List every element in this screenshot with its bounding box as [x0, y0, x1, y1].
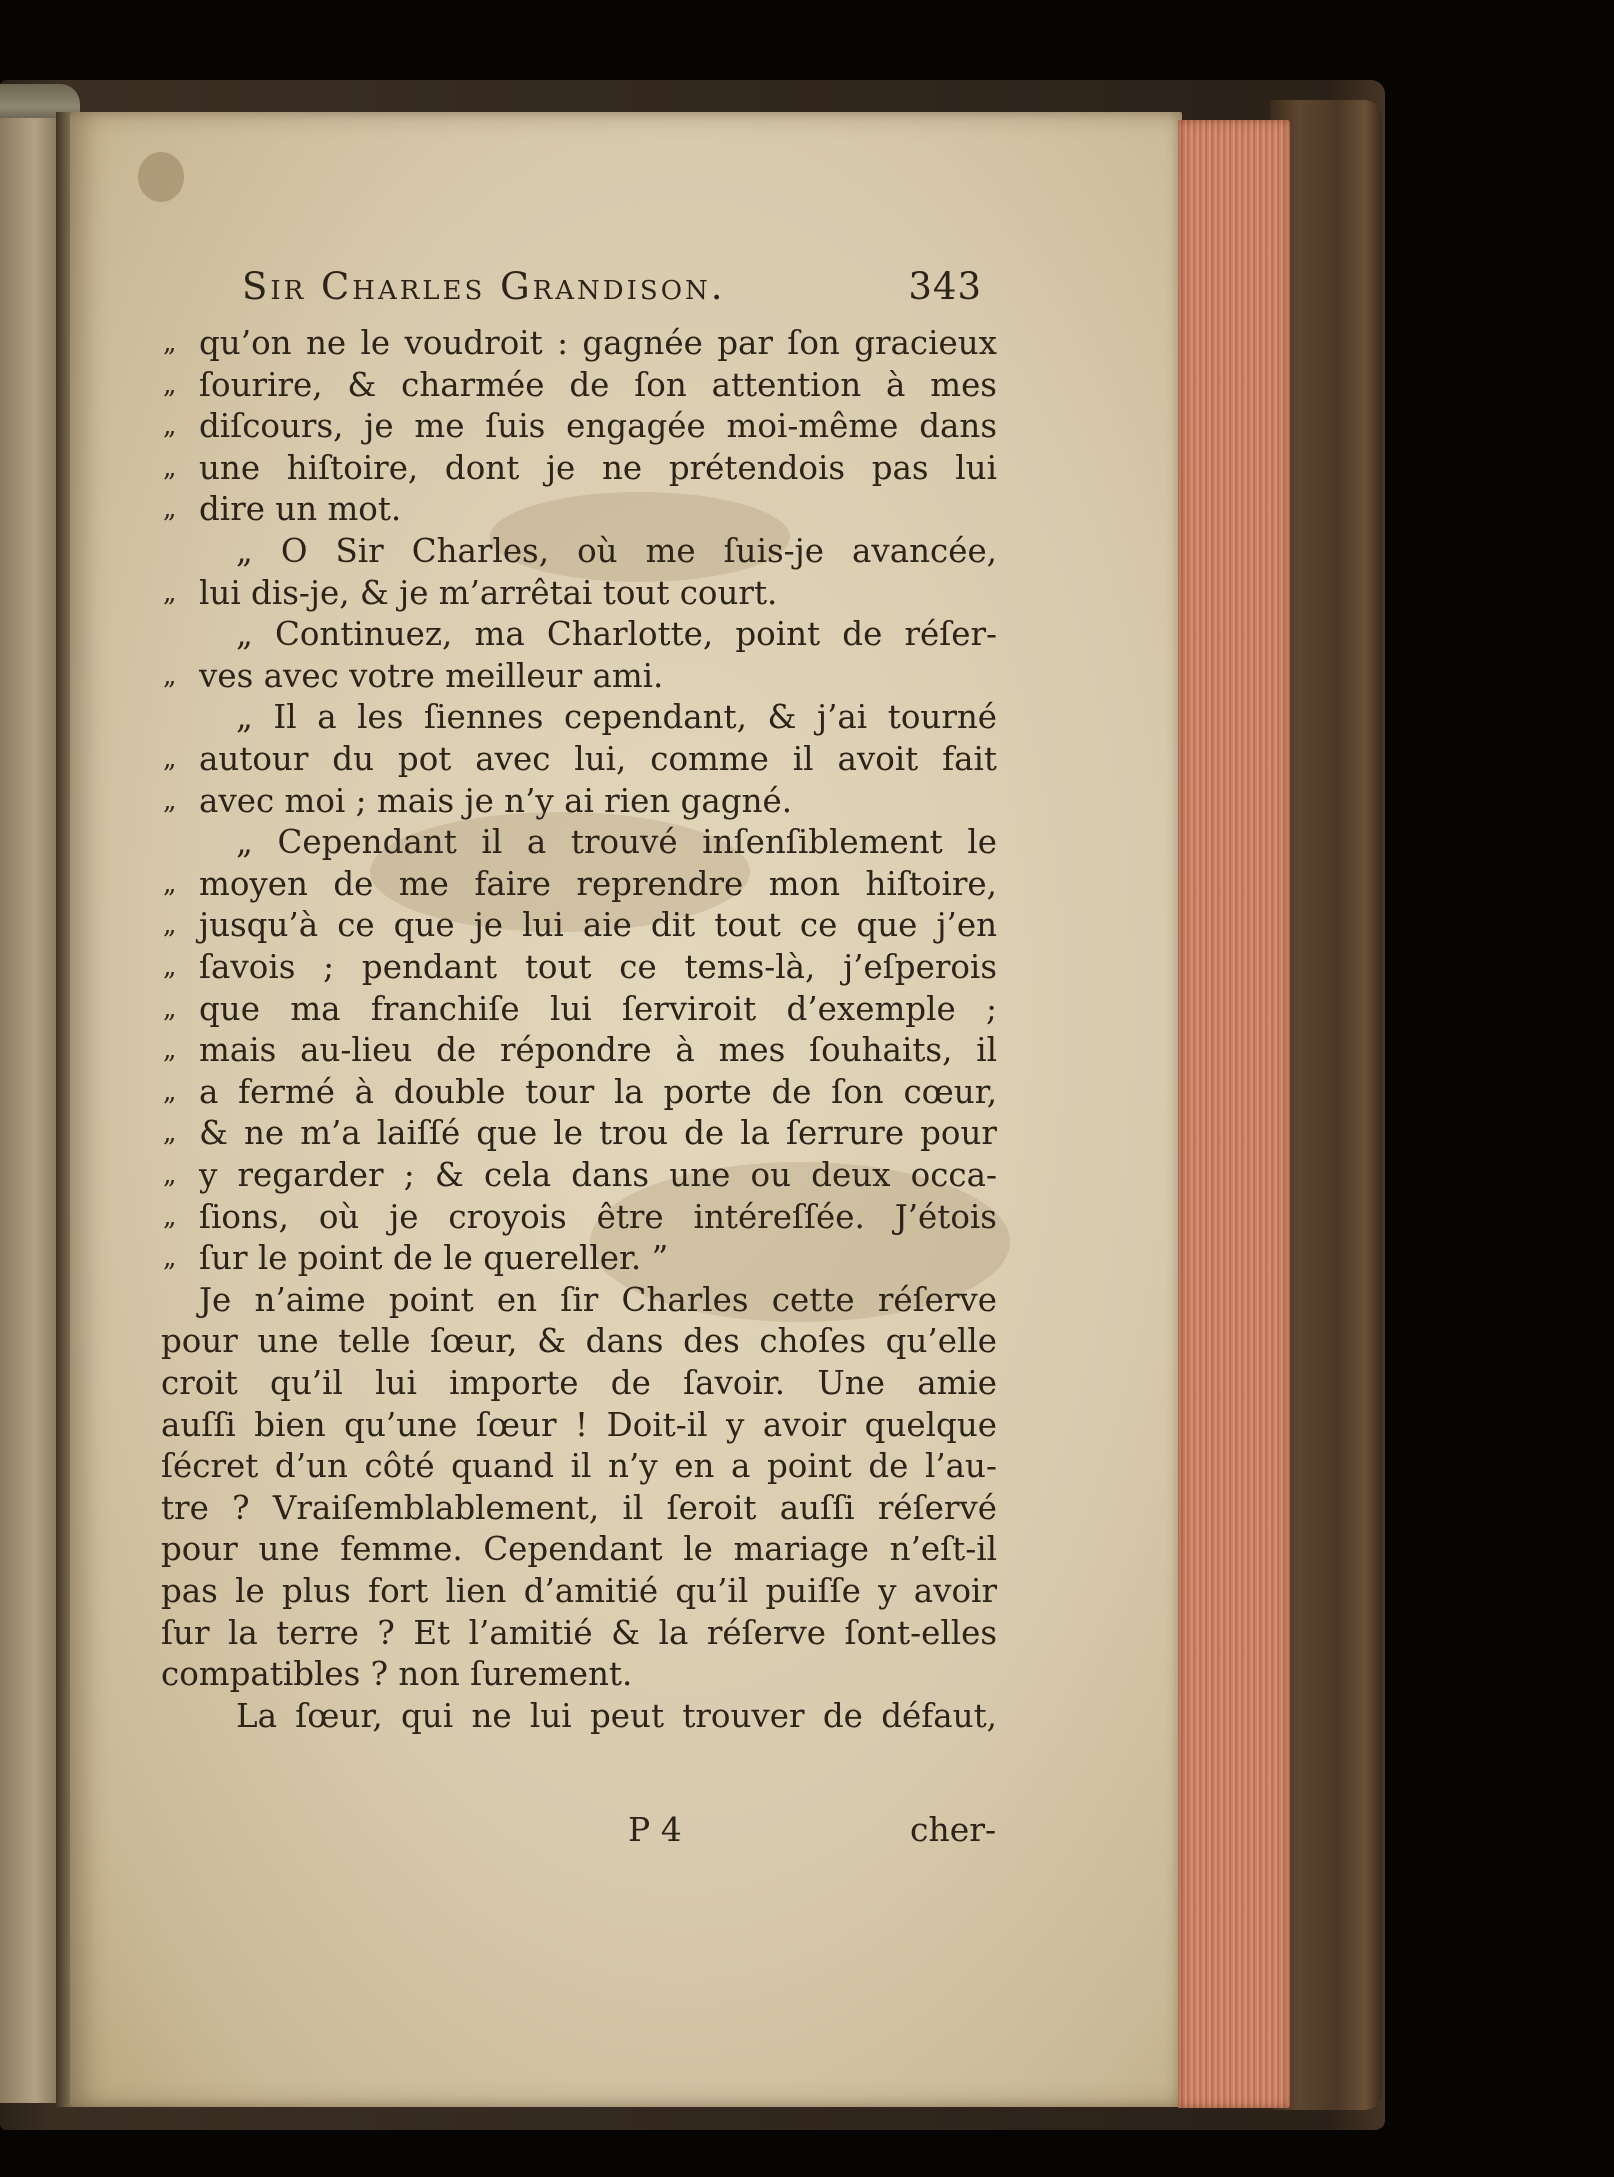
- line-text: ſur la terre ? Et l’amitié & la réſerve ſont-elles: [161, 1613, 998, 1652]
- quotation-mark: „: [163, 411, 175, 442]
- quotation-mark: „: [163, 494, 175, 525]
- catchword: cher-: [910, 1810, 997, 1849]
- line-text: ves avec votre meilleur ami.: [199, 656, 664, 695]
- text-line: [163, 1487, 1005, 1529]
- text-line: [163, 1196, 1005, 1238]
- line-text: croit qu’il lui importe de ſavoir. Une amie: [161, 1364, 998, 1402]
- quotation-mark: „: [163, 1243, 175, 1274]
- line-text: jusqu’à ce que je lui aie dit tout ce que j’en: [199, 906, 998, 945]
- line-text: „ Continuez, ma Charlotte, point de réſer-: [236, 615, 998, 654]
- text-line: [163, 821, 1005, 863]
- quotation-mark: „: [163, 1160, 175, 1190]
- text-line: [163, 613, 1005, 655]
- line-text: autour du pot avec lui, comme il avoit fait: [199, 740, 997, 778]
- line-text: „ Cependant il a trouvé inſenſiblement le: [236, 823, 998, 862]
- text-line: [163, 405, 1005, 447]
- text-line: [163, 364, 1005, 406]
- text-line: [163, 696, 1005, 738]
- quotation-mark: „: [163, 868, 175, 899]
- line-text: une hiſtoire, dont je ne prétendois pas lui: [199, 448, 997, 487]
- text-line: [163, 530, 1005, 572]
- text-line: [163, 1071, 1005, 1113]
- line-text: pour une femme. Cependant le mariage n’eſt-il: [161, 1530, 998, 1569]
- quotation-mark: „: [163, 1201, 175, 1232]
- line-text: ſavois ; pendant tout ce tems-là, j’eſperois: [199, 948, 997, 986]
- line-text: ſions, où je croyois être intéreſſée. J’étois: [199, 1197, 997, 1236]
- line-text: a fermé à double tour la porte de ſon cœur,: [199, 1072, 998, 1111]
- text-line: [163, 1279, 1005, 1321]
- quotation-mark: „: [163, 993, 175, 1024]
- quotation-mark: „: [163, 1118, 175, 1149]
- line-text: dire un mot.: [199, 490, 402, 529]
- text-line: [163, 1320, 1005, 1362]
- quotation-mark: „: [163, 1076, 175, 1107]
- quotation-mark: „: [163, 744, 175, 774]
- text-line: [163, 1029, 1005, 1071]
- line-text: „ Il a les ſiennes cependant, & j’ai tourné: [236, 698, 998, 737]
- line-text: ſourire, & charmée de ſon attention à mes: [199, 365, 997, 404]
- quotation-mark: „: [163, 452, 175, 483]
- quotation-mark: „: [163, 577, 175, 608]
- text-line: [163, 1112, 1005, 1154]
- signature-mark: P 4: [628, 1810, 682, 1849]
- fore-edge-red: [1178, 120, 1290, 2108]
- text-line: [163, 863, 1005, 905]
- line-text: compatibles ? non ſurement.: [161, 1655, 633, 1694]
- text-line: [163, 572, 1005, 614]
- text-line: [163, 447, 1005, 489]
- line-text: Je n’aime point en ſir Charles cette réſerve: [199, 1280, 998, 1319]
- text-line: [163, 904, 1005, 946]
- text-line: [163, 1653, 1005, 1695]
- text-line: [163, 1154, 1005, 1196]
- quotation-mark: „: [163, 1035, 175, 1066]
- quotation-mark: „: [163, 660, 175, 691]
- page-number: 343: [908, 265, 982, 308]
- stain: [138, 152, 184, 202]
- text-line: [163, 780, 1005, 822]
- line-text: lui dis-je, & je m’arrêtai tout court.: [199, 573, 778, 612]
- quotation-mark: „: [163, 952, 175, 982]
- text-line: [163, 655, 1005, 697]
- line-text: diſcours, je me ſuis engagée moi-même dans: [199, 407, 998, 446]
- text-line: [163, 1445, 1005, 1487]
- quotation-mark: „: [163, 785, 175, 816]
- line-text: pour une telle ſœur, & dans des choſes qu’elle: [161, 1322, 998, 1361]
- text-line: [163, 946, 1005, 988]
- text-line: [163, 1237, 1005, 1279]
- text-line: [163, 988, 1005, 1030]
- line-text: & ne m’a laiſſé que le trou de la ſerrure pour: [199, 1114, 997, 1153]
- text-line: [163, 1612, 1005, 1654]
- line-text: pas le plus fort lien d’amitié qu’il puiſſe y avoir: [161, 1572, 997, 1610]
- text-line: [163, 488, 1005, 530]
- text-line: [163, 1404, 1005, 1446]
- quotation-mark: „: [163, 328, 175, 358]
- previous-page-edge: [0, 118, 64, 2103]
- quotation-mark: „: [163, 910, 175, 941]
- line-text: y regarder ; & cela dans une ou deux occa-: [199, 1156, 997, 1194]
- running-head: [242, 265, 982, 317]
- text-line: [163, 322, 1005, 364]
- line-text: avec moi ; mais je n’y ai rien gagné.: [199, 781, 793, 820]
- running-head-title: Sir Charles Grandison.: [242, 265, 726, 308]
- line-text: ſur le point de le quereller. ”: [199, 1239, 669, 1278]
- line-text: tre ? Vraiſemblablement, il ſeroit auſſi réſervé: [161, 1488, 998, 1527]
- line-text: moyen de me faire reprendre mon hiſtoire,: [199, 864, 997, 903]
- line-text: „ O Sir Charles, où me ſuis-je avancée,: [236, 532, 998, 570]
- text-line: [163, 1695, 1005, 1737]
- text-line: [163, 738, 1005, 780]
- line-text: ſécret d’un côté quand il n’y en a point de l’au-: [161, 1447, 997, 1486]
- text-line: [163, 1362, 1005, 1404]
- line-text: La ſœur, qui ne lui peut trouver de défaut,: [236, 1696, 997, 1735]
- quotation-mark: „: [163, 369, 175, 400]
- line-text: que ma franchiſe lui ſerviroit d’exemple ;: [199, 989, 998, 1028]
- line-text: mais au-lieu de répondre à mes ſouhaits, il: [199, 1031, 997, 1070]
- line-text: auſſi bien qu’une ſœur ! Doit-il y avoir quelque: [161, 1405, 997, 1444]
- text-line: [163, 1570, 1005, 1612]
- line-text: qu’on ne le voudroit : gagnée par ſon gracieux: [199, 324, 998, 362]
- text-line: [163, 1528, 1005, 1570]
